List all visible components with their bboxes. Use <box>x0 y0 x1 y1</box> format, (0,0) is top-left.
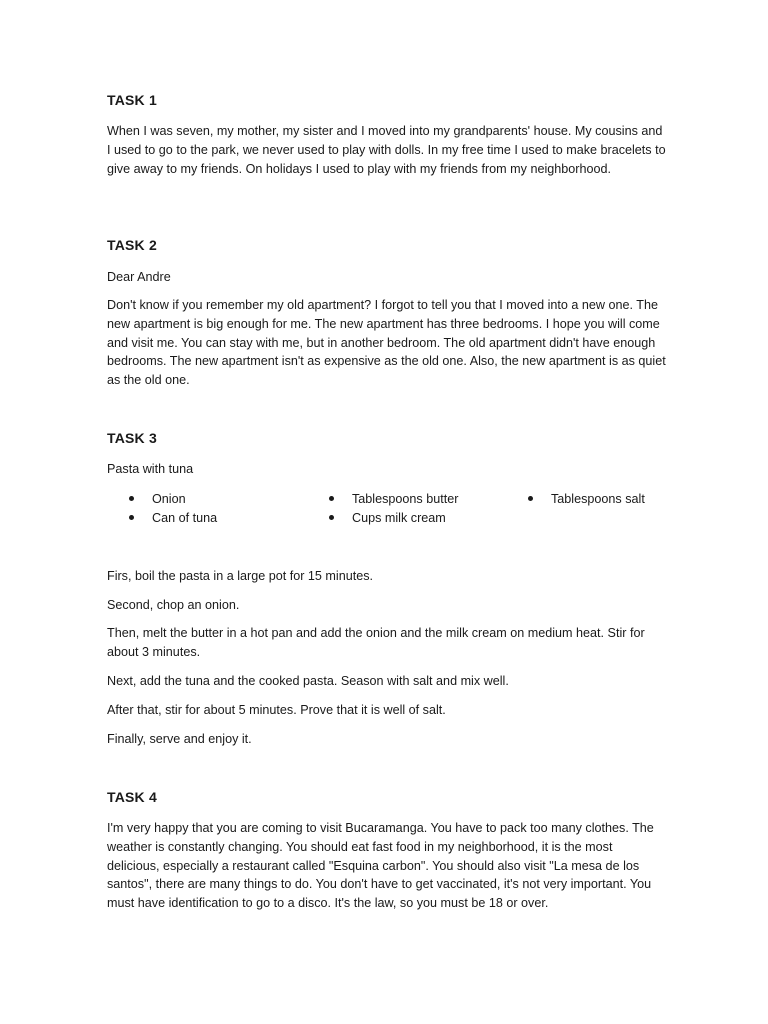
recipe-step: Next, add the tuna and the cooked pasta. Season with salt and mix well. <box>107 674 509 688</box>
ingredient-label: Cups milk cream <box>352 511 446 525</box>
task2-heading: TASK 2 <box>107 237 157 253</box>
task1-heading: TASK 1 <box>107 92 157 108</box>
recipe-step: After that, stir for about 5 minutes. Prove that it is well of salt. <box>107 703 446 717</box>
bullet-icon <box>129 515 134 520</box>
ingredient-label: Can of tuna <box>152 511 218 525</box>
ingredient-label: Onion <box>152 492 186 506</box>
bullet-icon <box>528 496 533 501</box>
ingredient-item <box>352 509 446 527</box>
recipe-step: Firs, boil the pasta in a large pot for 15 minutes. <box>107 569 374 583</box>
task4-heading: TASK 4 <box>107 789 157 805</box>
recipe-step: Second, chop an onion. <box>107 598 240 612</box>
task2-greeting: Dear Andre <box>107 270 171 284</box>
ingredient-list <box>107 490 667 530</box>
task4-paragraph: I'm very happy that you are coming to visit Bucaramanga. You have to pack too many clothes. The weather is constantly changing. You should eat fast food in my neighborhood, it is the most delicious, especially a restaurant called "Esquina carbon". You should also visit "La mesa de los santos", there are many things to do. You don't have to get vaccinated, it's not very important. You must have identification to go to a disco. It's the law, so you must be 18 or over. <box>107 821 654 911</box>
task1-paragraph: When I was seven, my mother, my sister and I moved into my grandparents' house. My cousins and I used to go to the park, we never used to play with dolls. In my free time I used to make bracelets to give away to my friends. On holidays I used to play with my friends from my neighborhood. <box>107 124 666 176</box>
ingredient-item <box>152 509 217 527</box>
bullet-icon <box>329 515 334 520</box>
ingredient-item <box>352 490 458 508</box>
bullet-icon <box>129 496 134 501</box>
ingredient-item <box>551 490 645 508</box>
task2-paragraph: Don't know if you remember my old apartment? I forgot to tell you that I moved into a new one. The new apartment is big enough for me. The new apartment has three bedrooms. I hope you will come and visit me. You can stay with me, but in another bedroom. The old apartment didn't have enough bedrooms. The new apartment isn't as expensive as the old one. Also, the new apartment is as quiet as the old one. <box>107 298 666 388</box>
recipe-title: Pasta with tuna <box>107 462 194 476</box>
bullet-icon <box>329 496 334 501</box>
recipe-step: Finally, serve and enjoy it. <box>107 732 252 746</box>
task3-heading: TASK 3 <box>107 430 157 446</box>
ingredient-label: Tablespoons butter <box>352 492 459 506</box>
ingredient-label: Tablespoons salt <box>551 492 645 506</box>
ingredient-item <box>152 490 186 508</box>
recipe-step: Then, melt the butter in a hot pan and add the onion and the milk cream on medium heat. Stir for about 3 minutes. <box>107 626 645 659</box>
